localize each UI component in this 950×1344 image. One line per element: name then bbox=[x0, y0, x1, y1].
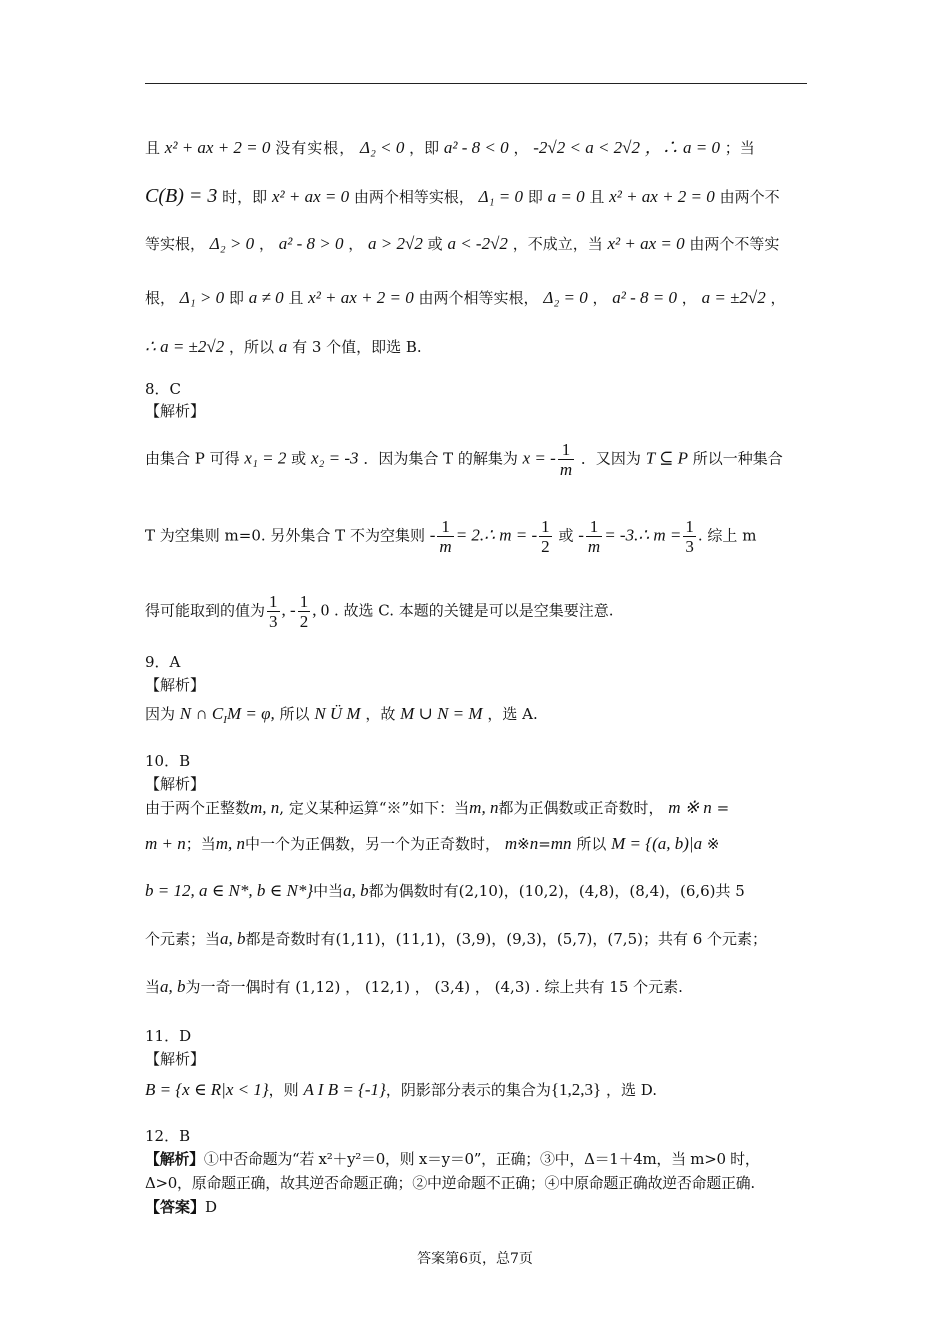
analysis-label: 【解析】 bbox=[145, 1150, 204, 1168]
line-1 bbox=[145, 138, 809, 158]
subscript: I bbox=[223, 714, 227, 726]
q12-line-1 bbox=[145, 1149, 809, 1169]
formula: A I B = {-1} bbox=[303, 1080, 386, 1099]
formula: b = 12, a ∈ N*, b ∈ N*} bbox=[145, 881, 314, 900]
text: 都为偶数时有(2,10)，(10,2)，(4,8)，(8,4)，(6,6)共 5 bbox=[368, 882, 745, 900]
frac-den: m bbox=[559, 460, 573, 479]
question-12-heading: 12．B bbox=[145, 1127, 191, 1145]
text: ， bbox=[770, 289, 786, 307]
formula: {1,2,3} bbox=[550, 1080, 602, 1099]
formula: a, b bbox=[343, 881, 369, 900]
frac-num: 1 bbox=[541, 517, 550, 536]
frac-den: 3 bbox=[269, 612, 278, 631]
text: ，阴影部分表示的集合为 bbox=[385, 1081, 551, 1099]
formula: m bbox=[504, 834, 518, 853]
formula: M ∪ N = M bbox=[400, 704, 483, 723]
text: ，则 bbox=[268, 1081, 299, 1099]
text: 由于两个正整数 bbox=[145, 799, 251, 817]
text: 所以一种集合 bbox=[692, 449, 783, 468]
q10-line-1 bbox=[145, 798, 809, 818]
answer-label: 【答案】 bbox=[145, 1198, 206, 1216]
text: 由两个不等实 bbox=[689, 235, 780, 253]
fraction bbox=[683, 517, 696, 556]
formula: M = φ, bbox=[226, 704, 275, 723]
formula: x² + ax = 0 bbox=[271, 187, 350, 206]
analysis-label: 【解析】 bbox=[145, 1050, 206, 1068]
fraction bbox=[267, 592, 280, 631]
formula: Δ₂ < 0 bbox=[359, 138, 405, 157]
formula: a = 0 bbox=[547, 187, 585, 206]
text: ， bbox=[348, 235, 364, 253]
text: 所以 bbox=[576, 835, 607, 853]
q8-line-1 bbox=[145, 440, 809, 479]
text: , 定义某种运算“※”如下：当 bbox=[279, 799, 470, 817]
fraction bbox=[539, 517, 552, 556]
frac-den: 2 bbox=[541, 537, 550, 556]
text: T 为空集则 m=0. 另外集合 T 不为空集则 bbox=[145, 526, 425, 545]
formula: x² + ax = 0 bbox=[607, 234, 685, 253]
text: ．因为集合 T 的解集为 bbox=[363, 449, 518, 468]
frac-num: 1 bbox=[269, 592, 278, 611]
analysis-label: 【解析】 bbox=[145, 775, 206, 793]
fraction bbox=[437, 517, 453, 556]
formula: = -3.∴ m = bbox=[604, 525, 682, 545]
formula: m, n bbox=[250, 798, 280, 817]
formula: m, n bbox=[469, 798, 499, 817]
text: 为一奇一偶时有 (1,12) ， (12,1) ， (3,4) ， (4,3) . 综上共有 15 个元素. bbox=[185, 978, 683, 996]
text: 都为正偶数或正奇数时， bbox=[498, 799, 664, 817]
text: ， bbox=[513, 139, 529, 157]
frac-den: m bbox=[587, 537, 601, 556]
text: ，选 A. bbox=[487, 705, 538, 723]
formula: T ⊆ P bbox=[645, 448, 688, 468]
q10-line-2 bbox=[145, 834, 809, 854]
formula: N ∩ C bbox=[179, 704, 224, 723]
formula: m, n bbox=[215, 834, 246, 853]
line-5 bbox=[145, 337, 809, 357]
text: ， bbox=[592, 289, 608, 307]
frac-den: 2 bbox=[299, 612, 309, 631]
fraction bbox=[558, 440, 574, 479]
fraction bbox=[298, 592, 311, 631]
question-8-heading: 8．C bbox=[145, 380, 182, 398]
text: 或 bbox=[558, 526, 574, 545]
formula: mn bbox=[550, 834, 572, 853]
formula: - bbox=[429, 525, 436, 545]
header-rule bbox=[145, 83, 807, 84]
text: 根， bbox=[145, 289, 176, 307]
formula: a² - 8 < 0 bbox=[443, 138, 509, 157]
text: ①中否命题为“若 x²＋y²＝0，则 x＝y＝0”，正确；③中，Δ＝1＋4m，当 m>0 时， bbox=[203, 1150, 760, 1168]
question-10-heading: 10．B bbox=[145, 752, 191, 770]
formula: a < -2√2 bbox=[447, 234, 508, 253]
page-footer: 答案第6页，总7页 bbox=[417, 1251, 533, 1267]
text: 且 bbox=[288, 289, 304, 307]
text: 都是奇数时有(1,11)，(11,1)，(3,9)，(9,3)，(5,7)，(7,5)；共有 6 个元素； bbox=[245, 930, 768, 948]
text: = bbox=[716, 799, 730, 817]
line-3 bbox=[145, 234, 809, 254]
text: 或 bbox=[291, 449, 307, 468]
text: ；当 bbox=[724, 139, 755, 157]
question-9-heading: 9．A bbox=[145, 653, 181, 671]
formula: Δ₁ > 0 bbox=[179, 288, 225, 307]
text: 即 bbox=[527, 188, 543, 206]
text: 由集合 P 可得 bbox=[145, 449, 240, 468]
text: ，即 bbox=[409, 139, 440, 157]
q11-line-1 bbox=[145, 1080, 809, 1100]
text: 得可能取到的值为 bbox=[145, 601, 266, 620]
analysis-label: 【解析】 bbox=[145, 676, 206, 694]
text: 因为 bbox=[145, 705, 176, 723]
q10-line-4 bbox=[145, 929, 809, 949]
text: ※ bbox=[517, 835, 530, 853]
line-2 bbox=[145, 186, 809, 207]
formula: x² + ax + 2 = 0 bbox=[308, 288, 414, 307]
q8-line-3 bbox=[145, 592, 809, 631]
frac-num: 1 bbox=[558, 440, 574, 460]
q10-line-5 bbox=[145, 977, 809, 997]
text: 时，即 bbox=[222, 188, 268, 206]
formula: , - bbox=[281, 600, 296, 620]
text: ，所以 bbox=[228, 338, 274, 356]
formula: N Ü M bbox=[314, 704, 361, 723]
formula: a, b bbox=[220, 929, 246, 948]
text: ※ bbox=[706, 835, 720, 853]
fraction bbox=[586, 517, 602, 556]
frac-den: m bbox=[439, 537, 452, 556]
formula: B = {x ∈ R|x < 1} bbox=[145, 1080, 269, 1099]
formula: x² + ax + 2 = 0 bbox=[164, 138, 271, 157]
frac-num: 1 bbox=[299, 592, 309, 611]
formula: M = {(a, b)|a bbox=[611, 834, 703, 853]
q9-line-1 bbox=[145, 704, 809, 730]
formula: a ≠ 0 bbox=[248, 288, 284, 307]
formula: C(B) = 3 bbox=[145, 185, 218, 207]
formula: , 0 bbox=[312, 600, 330, 620]
text: . 综上 m bbox=[697, 526, 757, 545]
text: 没有实根， bbox=[275, 139, 356, 157]
formula: n bbox=[529, 834, 539, 853]
frac-num: 1 bbox=[437, 517, 453, 537]
text: 当 bbox=[145, 978, 161, 996]
formula: ∴ a = ±2√2 bbox=[145, 337, 225, 356]
formula: = 2.∴ m = - bbox=[455, 525, 538, 545]
text: 且 bbox=[589, 188, 605, 206]
text: 所以 bbox=[279, 705, 310, 723]
formula: x₂ = -3 bbox=[310, 448, 359, 468]
answer-value: D bbox=[205, 1198, 218, 1216]
formula: m + n bbox=[145, 834, 186, 853]
text: 由两个相等实根， bbox=[353, 188, 474, 206]
text: ，选 D. bbox=[605, 1081, 657, 1099]
text: = bbox=[538, 835, 551, 853]
q8-line-2 bbox=[145, 517, 809, 556]
text: ．又因为 bbox=[580, 449, 641, 468]
text: 由两个相等实根， bbox=[418, 289, 539, 307]
formula: x₁ = 2 bbox=[244, 448, 287, 468]
text: ，不成立，当 bbox=[512, 235, 603, 253]
formula: x = - bbox=[522, 448, 556, 468]
text: 即 bbox=[228, 289, 244, 307]
analysis-label: 【解析】 bbox=[145, 402, 206, 420]
text: 由两个不 bbox=[719, 188, 780, 206]
text: ， bbox=[258, 235, 274, 253]
text: ， bbox=[681, 289, 697, 307]
formula: a, b bbox=[160, 977, 186, 996]
formula: x² + ax + 2 = 0 bbox=[609, 187, 715, 206]
formula: ，∴ a = 0 bbox=[644, 138, 721, 157]
text: 等实根， bbox=[145, 235, 206, 253]
formula: a bbox=[278, 337, 288, 356]
question-11-heading: 11．D bbox=[145, 1027, 192, 1045]
frac-num: 1 bbox=[685, 517, 694, 536]
formula: Δ₂ > 0 bbox=[209, 234, 255, 253]
q10-line-3 bbox=[145, 881, 809, 901]
formula: a > 2√2 bbox=[368, 234, 423, 253]
q12-line-2: Δ>0，原命题正确，故其逆否命题正确；②中逆命题不正确；④中原命题正确故逆否命题正确. bbox=[145, 1174, 755, 1192]
text: . 故选 C. 本题的关键是可以是空集要注意. bbox=[333, 601, 614, 620]
text: 中当 bbox=[313, 882, 344, 900]
text: 或 bbox=[427, 235, 443, 253]
text: 中一个为正偶数，另一个为正奇数时， bbox=[245, 835, 501, 853]
formula: Δ₂ = 0 bbox=[543, 288, 588, 307]
line-4 bbox=[145, 288, 809, 308]
formula: m ※ n bbox=[668, 798, 712, 817]
text: 有 3 个值，即选 B. bbox=[292, 338, 422, 356]
formula: a = ±2√2 bbox=[701, 288, 766, 307]
formula: a² - 8 = 0 bbox=[612, 288, 678, 307]
text: 个元素；当 bbox=[145, 930, 221, 948]
frac-num: 1 bbox=[586, 517, 602, 537]
formula: - bbox=[578, 525, 584, 545]
formula: -2√2 < a < 2√2 bbox=[533, 138, 640, 157]
formula: Δ₁ = 0 bbox=[478, 187, 524, 206]
frac-den: 3 bbox=[685, 537, 694, 556]
text: ，故 bbox=[365, 705, 396, 723]
text: ；当 bbox=[185, 835, 216, 853]
q12-answer bbox=[145, 1197, 809, 1217]
formula: a² - 8 > 0 bbox=[278, 234, 344, 253]
text: 且 bbox=[145, 139, 161, 157]
